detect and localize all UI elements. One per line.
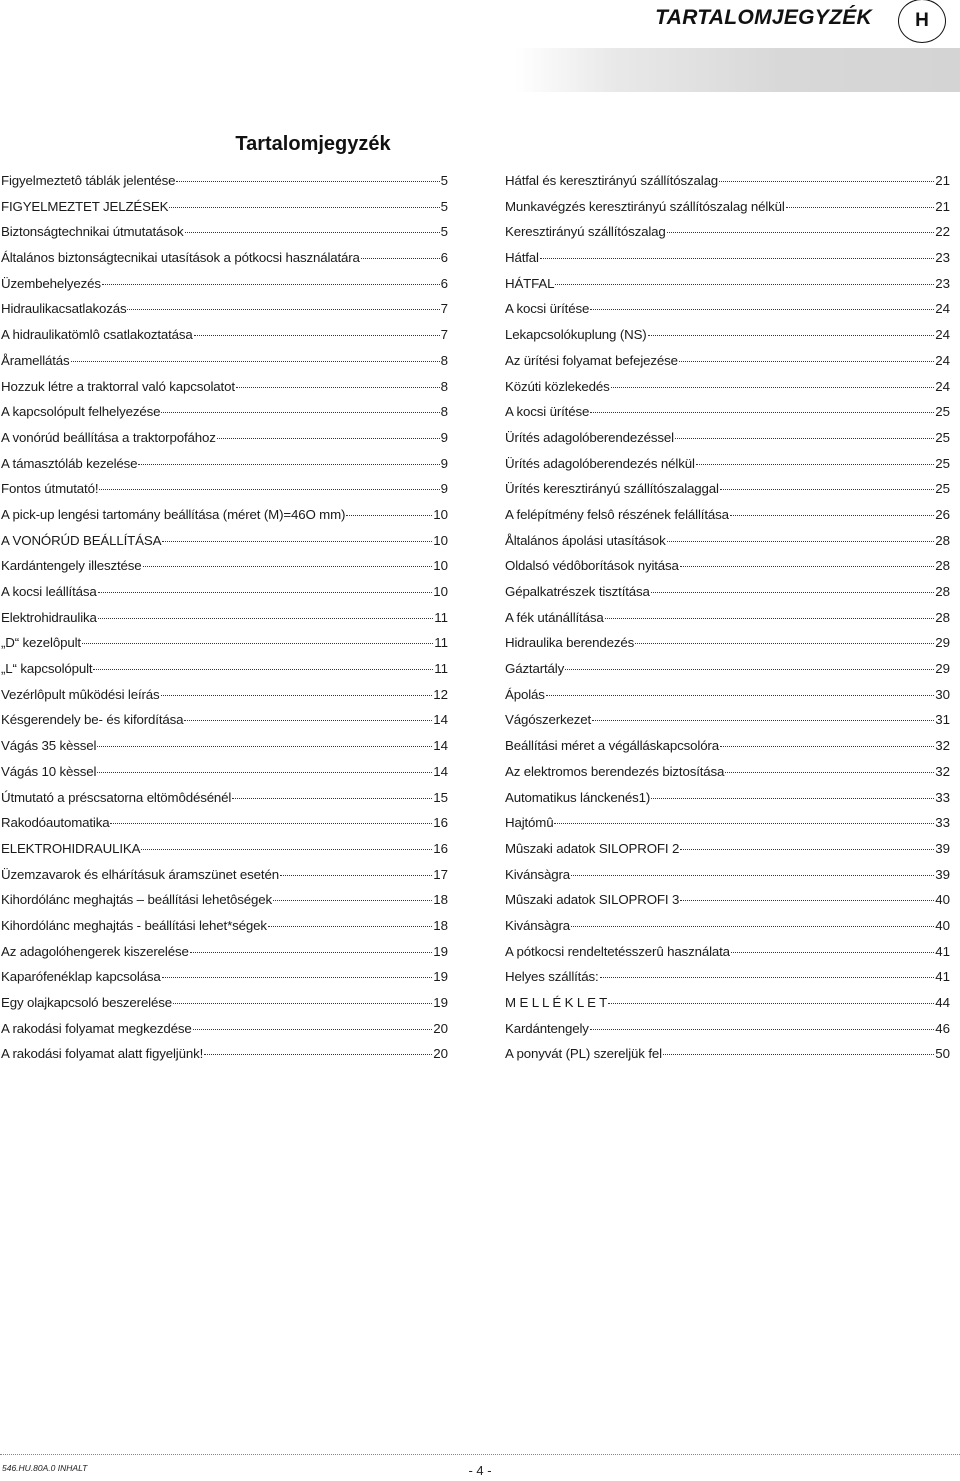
toc-entry-page: 12 [433, 686, 448, 702]
dot-leader [102, 284, 440, 285]
dot-leader [169, 207, 439, 208]
dot-leader [590, 309, 934, 310]
toc-entry-page: 28 [935, 584, 950, 599]
toc-entry-page: 50 [935, 1046, 950, 1062]
toc-entry[interactable] [505, 352, 950, 378]
toc-entry[interactable] [505, 660, 950, 686]
dot-leader [176, 181, 439, 182]
toc-entry-label: A kapcsolópult felhelyezése [1, 404, 161, 420]
toc-entry-page: 10 [433, 506, 448, 522]
toc-entry[interactable] [505, 300, 950, 326]
toc-entry[interactable] [505, 994, 950, 1020]
toc-entry-page: 23 [935, 275, 950, 291]
dot-leader [540, 258, 934, 259]
toc-entry-label: A vonórúd beállítása a traktorpofához [1, 429, 216, 445]
toc-entry[interactable] [1, 994, 448, 1020]
toc-entry-label: Beállítási méret a végálláskapcsolóra [505, 738, 719, 754]
toc-entry-page: 8 [440, 404, 448, 420]
toc-entry-label: Vágás 35 kèssel [1, 738, 97, 754]
header-title: TARTALOMJEGYZÉK [655, 6, 872, 29]
dot-leader [161, 695, 433, 696]
toc-entry[interactable] [505, 1020, 950, 1046]
toc-entry-label: Kihordólánc meghajtás - beállítási lehet*ségek [1, 917, 267, 933]
dot-leader [696, 464, 934, 465]
toc-entry-label: Helyes szállítás: [505, 969, 599, 985]
dot-leader [611, 387, 935, 388]
dot-leader [675, 438, 934, 439]
toc-entry-label: „L“ kapcsolópult [1, 661, 93, 677]
toc-entry-page: 11 [434, 661, 448, 677]
toc-entry-label: ELEKTROHIDRAULIKA [1, 840, 141, 856]
toc-entry-page: 33 [935, 815, 950, 831]
toc-entry-label: A hidraulikatömlô csatlakoztatása [1, 327, 193, 343]
toc-entry-label: Ürítés keresztirányú szállítószalaggal [505, 481, 719, 497]
toc-entry-label: Kardántengely illesztése [1, 558, 142, 574]
toc-entry-label: „D“ kezelôpult [1, 635, 81, 651]
toc-entry[interactable] [505, 737, 950, 763]
toc-entry-label: A felépítmény felsô részének felállítása [505, 506, 729, 522]
toc-entry[interactable] [1, 249, 448, 275]
toc-entry[interactable] [1, 968, 448, 994]
toc-entry-label: Gáztartály [505, 661, 565, 677]
toc-entry-page: 24 [935, 378, 950, 394]
toc-entry-label: Biztonságtechnikai útmutatások [1, 224, 184, 240]
toc-entry-label: Munkavégzés keresztirányú szállítószalag nélkül [505, 198, 785, 214]
toc-entry-label: A kocsi ürítése [505, 404, 590, 420]
toc-entry-page: 24 [935, 301, 950, 317]
toc-entry[interactable] [1, 763, 448, 789]
toc-entry-page: 19 [433, 943, 448, 959]
toc-entry-label: Üzemzavarok és elhárításuk áramszünet esetén [1, 866, 279, 882]
dot-leader [635, 643, 934, 644]
toc-entry-page: 14 [433, 763, 448, 779]
toc-entry[interactable] [1, 378, 448, 404]
toc-entry-page: 40 [935, 917, 950, 933]
language-badge-letter: H [915, 10, 929, 31]
toc-entry-page: 41 [935, 969, 950, 985]
toc-entry-page: 15 [433, 789, 448, 805]
dot-leader [786, 207, 934, 208]
toc-entry[interactable] [505, 429, 950, 455]
toc-entry[interactable] [505, 943, 950, 969]
dot-leader [663, 1054, 934, 1055]
dot-leader [725, 772, 934, 773]
dot-leader [592, 720, 934, 721]
dot-leader [217, 438, 440, 439]
toc-entry-label: Üzembehelyezés [1, 275, 101, 291]
dot-leader [71, 361, 440, 362]
toc-entry-page: 6 [440, 275, 448, 291]
toc-entry-label: A VONÓRÚD BEÁLLÍTÁSA [1, 532, 162, 548]
dot-leader [720, 489, 934, 490]
toc-entry[interactable] [505, 1045, 950, 1071]
toc-entry-label: Elektrohidraulika [1, 609, 97, 625]
dot-leader [680, 849, 934, 850]
toc-entry-page: 8 [440, 352, 448, 368]
toc-entry[interactable] [1, 840, 448, 866]
dot-leader [194, 335, 440, 336]
dot-leader [93, 669, 433, 670]
toc-entry-page: 31 [935, 712, 950, 728]
toc-entry[interactable] [1, 660, 448, 686]
dot-leader [565, 669, 934, 670]
toc-entry-page: 10 [433, 558, 448, 574]
toc-entry-page: 7 [440, 301, 448, 317]
toc-entry[interactable] [505, 532, 950, 558]
toc-entry-page: 29 [935, 635, 950, 651]
language-badge [898, 0, 946, 43]
dot-leader [667, 232, 935, 233]
document-code: 546.HU.80A.0 INHALT [2, 1463, 88, 1473]
toc-entry-label: A pótkocsi rendeltetésszerû használata [505, 943, 730, 959]
dot-leader [719, 181, 934, 182]
toc-entry-page: 20 [433, 1046, 448, 1062]
toc-entry[interactable] [1, 275, 448, 301]
toc-entry[interactable] [505, 609, 950, 635]
dot-leader [173, 1003, 432, 1004]
toc-entry[interactable] [505, 686, 950, 712]
toc-entry-page: 24 [935, 327, 950, 343]
dot-leader [97, 746, 432, 747]
toc-entry[interactable] [1, 506, 448, 532]
toc-entry[interactable] [505, 763, 950, 789]
toc-entry[interactable] [1, 866, 448, 892]
dot-leader [608, 1003, 934, 1004]
toc-entry-label: Vágás 10 kèssel [1, 763, 97, 779]
toc-entry-page: 39 [935, 866, 950, 882]
dot-leader [730, 515, 934, 516]
toc-entry-label: Ürítés adagolóberendezés nélkül [505, 455, 695, 471]
toc-entry[interactable] [505, 275, 950, 301]
dot-leader [554, 823, 934, 824]
toc-entry[interactable] [1, 634, 448, 660]
dot-leader [571, 875, 934, 876]
toc-entry-page: 17 [433, 866, 448, 882]
dot-leader [138, 464, 439, 465]
dot-leader [720, 746, 934, 747]
toc-entry[interactable] [1, 352, 448, 378]
toc-entry-page: 9 [440, 429, 448, 445]
toc-column-right [505, 172, 950, 1071]
toc-entry-page: 25 [935, 455, 950, 471]
toc-entry[interactable] [505, 378, 950, 404]
toc-entry[interactable] [505, 455, 950, 481]
toc-entry-page: 21 [935, 198, 950, 214]
toc-entry-label: Vezérlôpult mûködési leírás [1, 686, 160, 702]
toc-entry-page: 44 [935, 995, 950, 1010]
toc-entry-page: 24 [935, 352, 950, 368]
dot-leader [162, 977, 433, 978]
toc-entry-page: 5 [440, 224, 448, 240]
dot-leader [679, 361, 934, 362]
toc-entry-page: 16 [433, 840, 448, 856]
toc-entry[interactable] [1, 403, 448, 429]
toc-entry-label: A rakodási folyamat alatt figyeljünk! [1, 1046, 204, 1062]
dot-leader [99, 489, 439, 490]
toc-entry[interactable] [1, 198, 448, 224]
toc-entry-label: A ponyvát (PL) szereljük fel [505, 1046, 662, 1062]
toc-entry[interactable] [505, 840, 950, 866]
toc-entry-page: 14 [433, 738, 448, 754]
toc-entry-label: Hátfal és keresztirányú szállítószalag [505, 173, 719, 188]
dot-leader [651, 798, 934, 799]
dot-leader [143, 566, 433, 567]
dot-leader [232, 798, 432, 799]
dot-leader [162, 541, 432, 542]
toc-entry[interactable] [1, 609, 448, 635]
toc-entry-label: Kivánsàgra [505, 917, 571, 933]
toc-entry-page: 8 [440, 378, 448, 394]
toc-entry-label: HÁTFAL [505, 275, 555, 291]
dot-leader [273, 900, 432, 901]
toc-entry[interactable] [505, 326, 950, 352]
toc-column-left [1, 172, 448, 1071]
toc-entry[interactable] [505, 789, 950, 815]
toc-entry[interactable] [505, 866, 950, 892]
document-title: Tartalomjegyzék [235, 133, 391, 155]
toc-entry-label: Åramellátás [1, 352, 70, 368]
toc-entry[interactable] [505, 583, 950, 609]
dot-leader [590, 412, 934, 413]
toc-entry[interactable] [1, 943, 448, 969]
dot-leader [571, 926, 934, 927]
toc-entry[interactable] [505, 711, 950, 737]
toc-entry[interactable] [505, 891, 950, 917]
toc-entry-label: FIGYELMEZTET JELZÉSEK [1, 198, 169, 214]
dot-leader [82, 643, 433, 644]
toc-entry-label: Åltalános ápolási utasítások [505, 532, 666, 548]
toc-entry[interactable] [1, 557, 448, 583]
toc-entry-page: 32 [935, 738, 950, 754]
toc-entry-page: 5 [440, 198, 448, 214]
toc-entry[interactable] [1, 814, 448, 840]
toc-entry-label: A pick-up lengési tartomány beállítása (méret (M)=46O mm) [1, 506, 346, 522]
dot-leader [600, 977, 935, 978]
toc-entry-label: Automatikus lánckenés1) [505, 789, 651, 805]
toc-entry-page: 25 [935, 429, 950, 445]
toc-entry-page: 11 [434, 609, 448, 625]
dot-leader [731, 952, 934, 953]
toc-entry-page: 41 [935, 943, 950, 959]
toc-entry-label: Mûszaki adatok SILOPROFI 3 [505, 892, 680, 908]
toc-entry[interactable] [505, 223, 950, 249]
toc-entry-label: A kocsi leállítása [1, 584, 97, 599]
toc-entry-label: Egy olajkapcsoló beszerelése [1, 995, 172, 1010]
toc-entry-page: 9 [440, 455, 448, 471]
toc-entry-page: 19 [433, 995, 448, 1010]
toc-entry[interactable] [505, 917, 950, 943]
footer-divider [0, 1454, 960, 1455]
toc-entry-label: Az elektromos berendezés biztosítása [505, 763, 725, 779]
toc-entry[interactable] [505, 198, 950, 224]
dot-leader [680, 900, 934, 901]
dot-leader [667, 541, 935, 542]
toc-entry-label: Hidraulika berendezés [505, 635, 635, 651]
toc-entry-page: 19 [433, 969, 448, 985]
toc-entry[interactable] [1, 917, 448, 943]
dot-leader [605, 618, 935, 619]
toc-entry-label: A támasztóláb kezelése [1, 455, 138, 471]
toc-entry-label: A rakodási folyamat megkezdése [1, 1020, 192, 1036]
toc-entry-label: Az adagolóhengerek kiszerelése [1, 943, 189, 959]
toc-entry-label: Hidraulikacsatlakozás [1, 301, 127, 317]
toc-entry-page: 14 [433, 712, 448, 728]
toc-entry[interactable] [1, 711, 448, 737]
toc-entry-label: Keresztirányú szállítószalag [505, 224, 666, 240]
toc-entry-page: 28 [935, 558, 950, 574]
toc-entry[interactable] [1, 789, 448, 815]
toc-entry-page: 6 [440, 250, 448, 266]
dot-leader [185, 232, 440, 233]
dot-leader [204, 1054, 432, 1055]
toc-entry-label: Ürítés adagolóberendezéssel [505, 429, 674, 445]
toc-entry-label: Kaparófenéklap kapcsolása [1, 969, 161, 985]
toc-entry-page: 33 [935, 789, 950, 805]
toc-entry[interactable] [1, 223, 448, 249]
toc-entry[interactable] [505, 403, 950, 429]
dot-leader [98, 592, 433, 593]
toc-entry[interactable] [1, 891, 448, 917]
toc-entry[interactable] [505, 557, 950, 583]
toc-entry-page: 46 [935, 1020, 950, 1036]
toc-entry-page: 39 [935, 840, 950, 856]
toc-entry[interactable] [505, 249, 950, 275]
toc-entry-label: Gépalkatrészek tisztítása [505, 584, 650, 599]
toc-entry-page: 9 [440, 481, 448, 497]
toc-entry-page: 25 [935, 481, 950, 497]
header-shade-band [515, 48, 960, 92]
toc-entry[interactable] [1, 455, 448, 481]
toc-entry-page: 25 [935, 404, 950, 420]
dot-leader [648, 335, 935, 336]
toc-entry-label: Ápolás [505, 686, 545, 702]
toc-entry[interactable] [505, 506, 950, 532]
toc-entry-page: 10 [433, 532, 448, 548]
toc-entry-page: 11 [434, 635, 448, 651]
toc-entry-label: Figyelmeztetô táblák jelentése [1, 173, 176, 188]
toc-entry[interactable] [1, 172, 448, 198]
toc-entry-label: Hátfal [505, 250, 539, 266]
toc-entry-page: 22 [935, 224, 950, 240]
toc-entry-label: Kardántengely [505, 1020, 589, 1036]
dot-leader [680, 566, 934, 567]
toc-entry-label: Vágószerkezet [505, 712, 592, 728]
toc-entry-page: 5 [440, 173, 448, 188]
dot-leader [555, 284, 934, 285]
toc-entry-page: 10 [433, 584, 448, 599]
toc-entry[interactable] [505, 634, 950, 660]
dot-leader [97, 772, 432, 773]
dot-leader [651, 592, 934, 593]
toc-entry[interactable] [1, 300, 448, 326]
toc-entry-label: Kivánsàgra [505, 866, 571, 882]
toc-entry[interactable] [505, 480, 950, 506]
toc-entry-page: 21 [935, 173, 950, 188]
dot-leader [546, 695, 934, 696]
toc-entry-label: A fék utánállítása [505, 609, 604, 625]
toc-entry[interactable] [1, 429, 448, 455]
dot-leader [193, 1029, 433, 1030]
toc-entry-page: 28 [935, 532, 950, 548]
dot-leader [361, 258, 440, 259]
dot-leader [127, 309, 439, 310]
dot-leader [346, 515, 432, 516]
dot-leader [190, 952, 433, 953]
dot-leader [98, 618, 433, 619]
toc-entry[interactable] [505, 968, 950, 994]
toc-entry-label: Kihordólánc meghajtás – beállítási lehetôségek [1, 892, 273, 908]
toc-entry-label: Közúti közlekedés [505, 378, 610, 394]
toc-entry[interactable] [1, 532, 448, 558]
toc-entry-label: Késgerendely be- és kifordítása [1, 712, 184, 728]
toc-entry[interactable] [1, 583, 448, 609]
toc-entry-label: Lekapcsolókuplung (NS) [505, 327, 647, 343]
toc-entry-page: 7 [440, 327, 448, 343]
toc-entry-label: Oldalsó védôborítások nyitása [505, 558, 679, 574]
dot-leader [280, 875, 432, 876]
toc-entry[interactable] [1, 326, 448, 352]
toc-entry[interactable] [1, 1045, 448, 1071]
toc-entry-page: 16 [433, 815, 448, 831]
toc-entry-page: 29 [935, 661, 950, 677]
toc-entry-label: Útmutató a préscsatorna eltömôdésénél [1, 789, 232, 805]
toc-entry-page: 18 [433, 917, 448, 933]
dot-leader [110, 823, 432, 824]
dot-leader [161, 412, 439, 413]
toc-entry-label: Hajtómû [505, 815, 554, 831]
toc-entry-label: Általános biztonságtecnikai utasítások a pótkocsi használatára [1, 250, 360, 266]
toc-entry-label: Hozzuk létre a traktorral való kapcsolatot [1, 378, 235, 394]
dot-leader [268, 926, 432, 927]
toc-entry[interactable] [1, 480, 448, 506]
toc-entry-page: 28 [935, 609, 950, 625]
toc-entry-page: 30 [935, 686, 950, 702]
toc-entry-page: 40 [935, 892, 950, 908]
toc-entry[interactable] [1, 1020, 448, 1046]
toc-entry[interactable] [505, 172, 950, 198]
toc-entry-label: Fontos útmutató! [1, 481, 99, 497]
toc-entry[interactable] [505, 814, 950, 840]
toc-entry[interactable] [1, 737, 448, 763]
page-number: - 4 - [468, 1463, 492, 1478]
toc-entry-label: Rakodóautomatika [1, 815, 110, 831]
toc-entry-page: 20 [433, 1020, 448, 1036]
dot-leader [236, 387, 440, 388]
toc-entry-page: 32 [935, 763, 950, 779]
toc-entry-label: Mûszaki adatok SILOPROFI 2 [505, 840, 680, 856]
toc-entry-label: Az ürítési folyamat befejezése [505, 352, 678, 368]
toc-entry-page: 23 [935, 250, 950, 266]
toc-entry-label: A kocsi ürítése [505, 301, 590, 317]
toc-entry-page: 26 [935, 506, 950, 522]
toc-entry-page: 18 [433, 892, 448, 908]
toc-entry-label: M E L L É K L E T [505, 995, 608, 1010]
dot-leader [141, 849, 432, 850]
dot-leader [590, 1029, 934, 1030]
toc-entry[interactable] [1, 686, 448, 712]
dot-leader [184, 720, 432, 721]
